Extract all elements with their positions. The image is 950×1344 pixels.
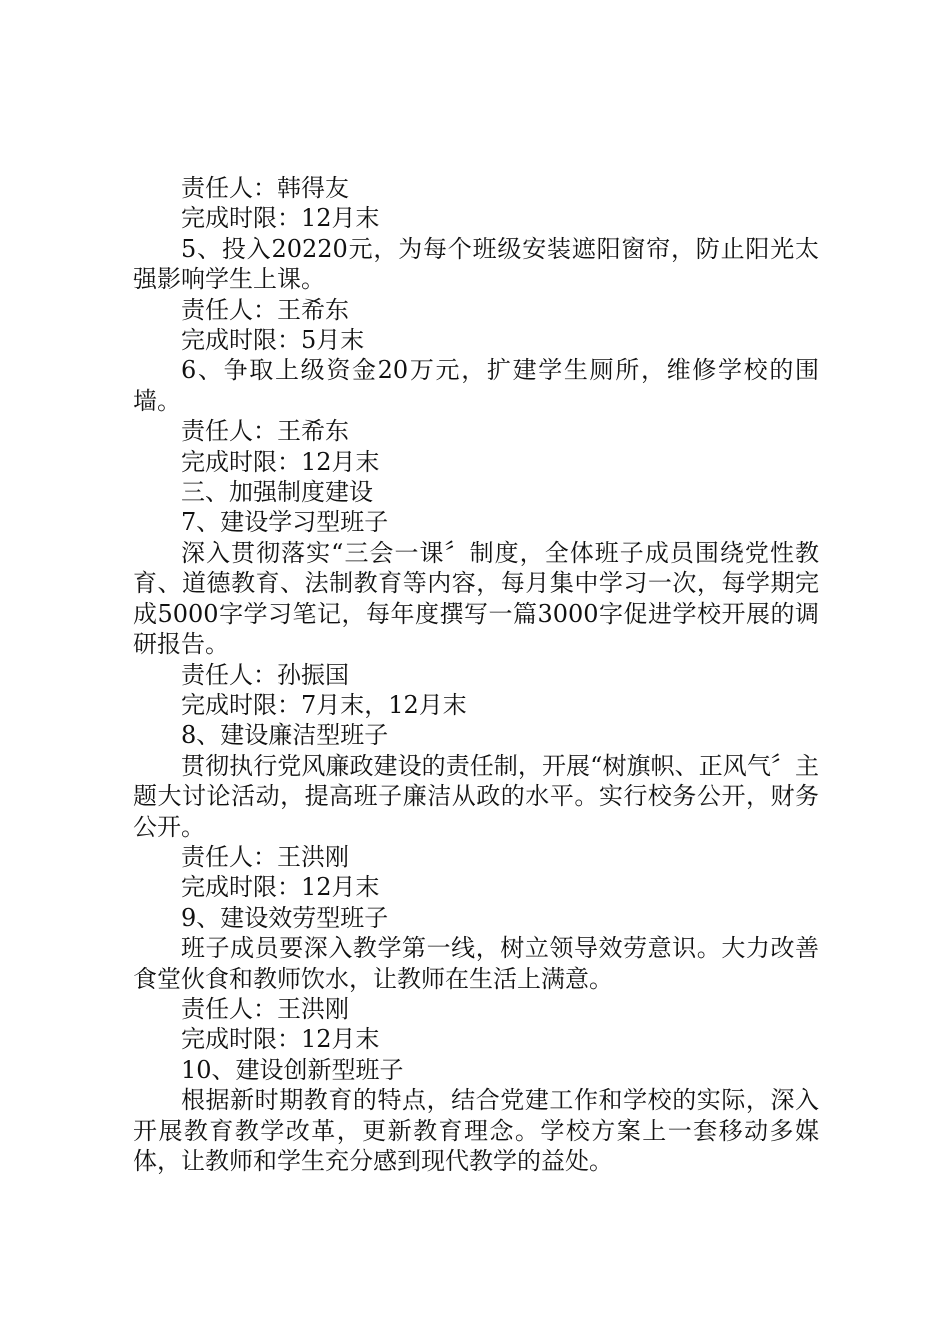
section-heading-3: 三、加强制度建设 (181, 478, 373, 507)
paragraph-deadline-2: 完成时限：5月末 (181, 326, 365, 355)
paragraph-deadline-6: 完成时限：12月末 (181, 1025, 380, 1054)
paragraph-item-7-body: 深入贯彻落实“三会一课〞制度，全体班子成员围绕党性教育、道德教育、法制教育等内容，每月集中学习一次，每学期完成5000字学习笔记，每年度撰写一篇3000字促进学校开展的调研报告。 (133, 538, 819, 659)
paragraph-item-6: 6、争取上级资金20万元，扩建学生厕所，维修学校的围墙。 (133, 356, 819, 415)
paragraph-item-8-body: 贯彻执行党风廉政建设的责任制，开展“树旗帜、正风气〞主题大讨论活动，提高班子廉洁从政的水平。实行校务公开，财务公开。 (133, 751, 819, 841)
paragraph-deadline-5: 完成时限：12月末 (181, 873, 380, 902)
paragraph-responsible-4: 责任人：孙振国 (181, 660, 349, 689)
paragraph-deadline-3: 完成时限：12月末 (181, 447, 380, 476)
paragraph-responsible-1: 责任人：韩得友 (181, 174, 349, 202)
paragraph-responsible-2: 责任人：王希东 (181, 295, 349, 324)
paragraph-item-8-title: 8、建设廉洁型班子 (181, 721, 389, 750)
paragraph-item-10-title: 10、建设创新型班子 (181, 1055, 404, 1084)
document-body (133, 173, 819, 1176)
paragraph-deadline-4: 完成时限：7月末，12月末 (181, 690, 467, 719)
paragraph-item-5: 5、投入20220元，为每个班级安装遮阳窗帘，防止阳光太强影响学生上课。 (133, 234, 819, 294)
paragraph-item-7-title: 7、建设学习型班子 (181, 508, 389, 537)
paragraph-item-9-title: 9、建设效劳型班子 (181, 903, 389, 932)
paragraph-item-9-body: 班子成员要深入教学第一线，树立领导效劳意识。大力改善食堂伙食和教师饮水，让教师在生活上满意。 (133, 934, 819, 993)
paragraph-deadline-1: 完成时限：12月末 (181, 204, 380, 233)
paragraph-item-10-body: 根据新时期教育的特点，结合党建工作和学校的实际，深入开展教育教学改革，更新教育理念。学校方案上一套移动多媒体，让教师和学生充分感到现代教学的益处。 (133, 1086, 819, 1175)
paragraph-responsible-5: 责任人：王洪刚 (181, 842, 349, 871)
paragraph-responsible-6: 责任人：王洪刚 (181, 994, 349, 1023)
paragraph-responsible-3: 责任人：王希东 (181, 417, 349, 446)
